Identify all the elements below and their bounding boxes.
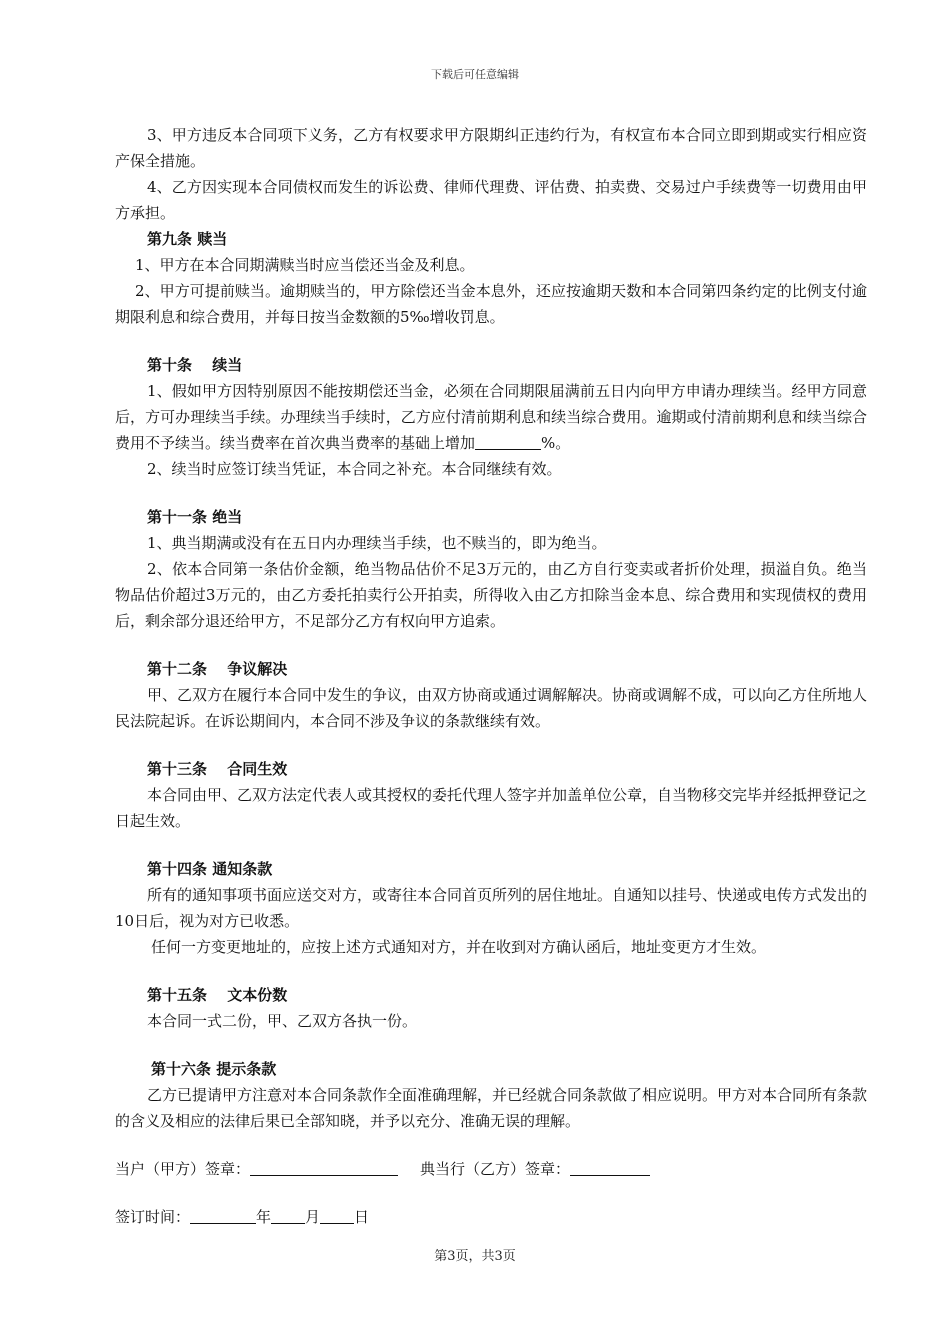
rate-increase-blank bbox=[475, 433, 541, 450]
signing-date-label: 签订时间： bbox=[115, 1208, 191, 1226]
clause16-title: 第十六条 提示条款 bbox=[151, 1060, 277, 1078]
signature-row bbox=[115, 1156, 867, 1182]
clause14-paragraph-1: 所有的通知事项书面应送交对方，或寄往本合同首页所列的居住地址。自通知以挂号、快递或电传方式发出的10日后，视为对方已收悉。 bbox=[115, 886, 868, 930]
clause12-paragraph-1: 甲、乙双方在履行本合同中发生的争议，由双方协商或通过调解解决。协商或调解不成，可以向乙方住所地人民法院起诉。在诉讼期间内，本合同不涉及争议的条款继续有效。 bbox=[115, 686, 868, 730]
party-a-signature-line bbox=[250, 1159, 398, 1176]
page-header: 下载后可任意编辑 bbox=[431, 68, 519, 81]
day-label: 日 bbox=[354, 1208, 370, 1226]
clause9-paragraph-2: 2、甲方可提前赎当。逾期赎当的，甲方除偿还当金本息外，还应按逾期天数和本合同第四条约定的比例支付逾期限利息和综合费用，并每日按当金数额的5‰增收罚息。 bbox=[115, 282, 867, 326]
clause10-paragraph-1-text: 1、假如甲方因特别原因不能按期偿还当金，必须在合同期限届满前五日内向甲方申请办理续当。经甲方同意后，方可办理续当手续。办理续当手续时，乙方应付清前期利息和续当综合费用。逾期或付清前期利息和续当综合费用不予续当。续当费率在首次典当费率的基础上增加 bbox=[115, 382, 867, 452]
clause10-paragraph-1 bbox=[115, 378, 867, 456]
clause11-title: 第十一条 绝当 bbox=[147, 508, 243, 526]
clause10-paragraph-1-end: %。 bbox=[541, 434, 571, 452]
clause11-paragraph-2: 2、依本合同第一条估价金额，绝当物品估价不足3万元的，由乙方自行变卖或者折价处理，损溢自负。绝当物品估价超过3万元的，由乙方委托拍卖行公开拍卖，所得收入由乙方扣除当金本息、综合费用和实现债权的费用后，剩余部分退还给甲方，不足部分乙方有权向甲方追索。 bbox=[115, 560, 867, 630]
month-label: 月 bbox=[305, 1208, 321, 1226]
clause10-paragraph-2: 2、续当时应签订续当凭证，本合同之补充。本合同继续有效。 bbox=[147, 460, 562, 478]
signing-date-row bbox=[115, 1204, 867, 1230]
page-footer: 第3页，共3页 bbox=[434, 1249, 516, 1264]
party-b-signature-label: 典当行（乙方）签章： bbox=[420, 1160, 571, 1178]
clause15-title: 第十五条 文本份数 bbox=[147, 986, 288, 1004]
clause10-title: 第十条 续当 bbox=[147, 356, 243, 374]
document-body bbox=[115, 122, 867, 1230]
clause11-paragraph-1: 1、典当期满或没有在五日内办理续当手续，也不赎当的，即为绝当。 bbox=[147, 534, 607, 552]
clause12-title: 第十二条 争议解决 bbox=[147, 660, 288, 678]
clause9-paragraph-1: 1、甲方在本合同期满赎当时应当偿还当金及利息。 bbox=[135, 256, 475, 274]
clause9-title: 第九条 赎当 bbox=[147, 230, 228, 248]
year-label: 年 bbox=[256, 1208, 272, 1226]
day-blank bbox=[320, 1207, 354, 1224]
party-b-signature-line bbox=[570, 1159, 650, 1176]
party-a-signature-label: 当户（甲方）签章： bbox=[115, 1160, 251, 1178]
clause16-paragraph-1: 乙方已提请甲方注意对本合同条款作全面准确理解，并已经就合同条款做了相应说明。甲方对本合同所有条款的含义及相应的法律后果已全部知晓，并予以充分、准确无误的理解。 bbox=[115, 1086, 868, 1130]
clause8-paragraph-3: 3、甲方违反本合同项下义务，乙方有权要求甲方限期纠正违约行为，有权宣布本合同立即到期或实行相应资产保全措施。 bbox=[115, 126, 867, 170]
clause15-paragraph-1: 本合同一式二份，甲、乙双方各执一份。 bbox=[147, 1012, 418, 1030]
clause14-title: 第十四条 通知条款 bbox=[147, 860, 273, 878]
year-blank bbox=[190, 1207, 256, 1224]
month-blank bbox=[271, 1207, 305, 1224]
clause8-paragraph-4: 4、乙方因实现本合同债权而发生的诉讼费、律师代理费、评估费、拍卖费、交易过户手续费等一切费用由甲方承担。 bbox=[115, 178, 867, 222]
clause13-paragraph-1: 本合同由甲、乙双方法定代表人或其授权的委托代理人签字并加盖单位公章，自当物移交完毕并经抵押登记之日起生效。 bbox=[115, 786, 868, 830]
clause14-paragraph-2: 任何一方变更地址的，应按上述方式通知对方，并在收到对方确认函后，地址变更方才生效。 bbox=[151, 938, 767, 956]
clause13-title: 第十三条 合同生效 bbox=[147, 760, 288, 778]
